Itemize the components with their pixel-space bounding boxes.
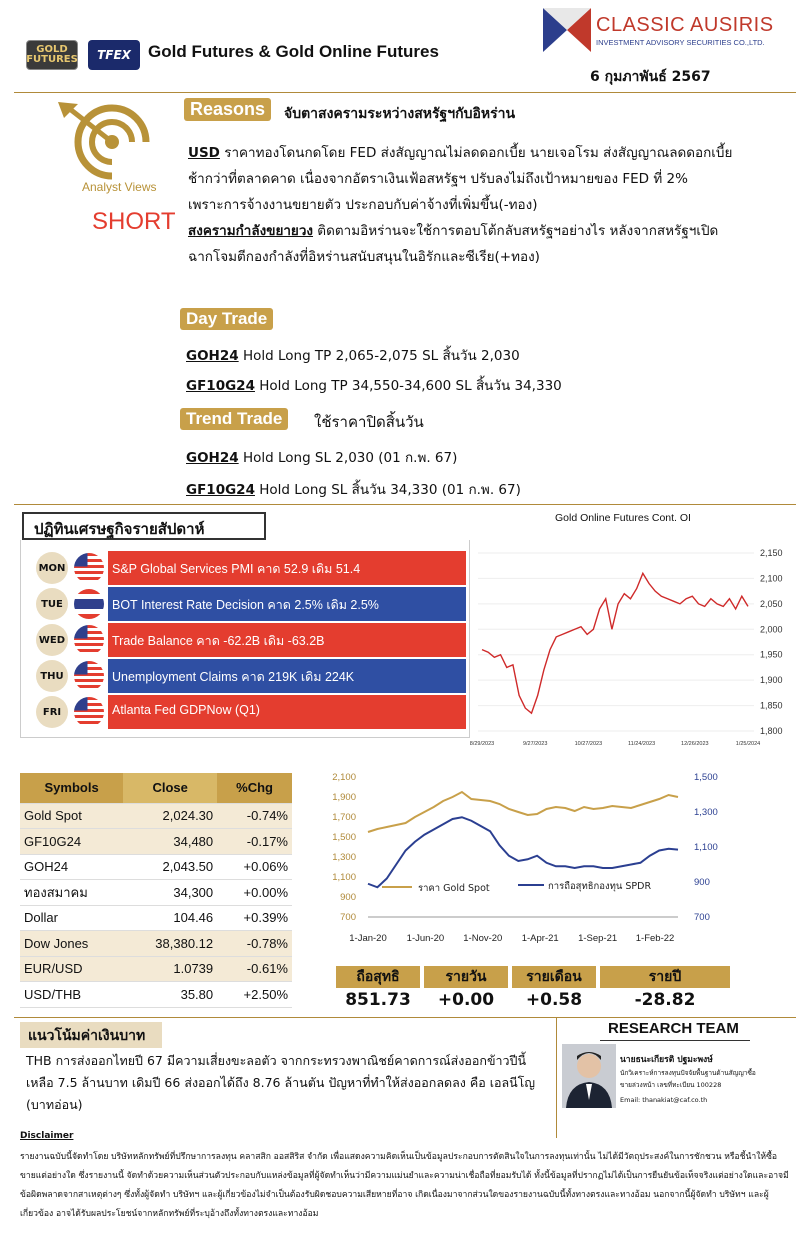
close-cell: 104.46 — [123, 905, 217, 931]
symbol-cell: GOH24 — [20, 854, 123, 880]
trend-trade-note: ใช้ราคาปิดสิ้นวัน — [314, 413, 424, 431]
disclaimer-title: Disclaimer — [20, 1131, 74, 1141]
symbol-cell: Dollar — [20, 905, 123, 931]
oi-x-tick: 10/27/2023 — [574, 741, 603, 747]
section-divider — [14, 504, 796, 505]
gold-futures-logo: GOLD FUTURES — [26, 40, 78, 70]
research-license: ขายล่วงหน้า เลขที่ทะเบียน 100228 — [620, 1081, 722, 1089]
symbol-cell: GF10G24 — [20, 829, 123, 855]
research-role: นักวิเคราะห์การลงทุนปัจจัยพื้นฐานด้านสัญญาซื้อ — [620, 1069, 756, 1077]
day-mon: MON — [36, 552, 68, 584]
us-flag-icon — [74, 625, 104, 655]
gold-y-tick: 1,300 — [332, 852, 356, 863]
research-title: RESEARCH TEAM — [608, 1020, 739, 1037]
spdr-x-tick: 1-Jun-20 — [406, 933, 445, 944]
day-wed: WED — [36, 624, 68, 656]
oi-line — [482, 573, 748, 713]
holding-yearly-value: -28.82 — [634, 990, 696, 1010]
oi-chart — [469, 545, 796, 750]
day-tue: TUE — [36, 588, 68, 620]
trend-trade-goh24: GOH24 Hold Long SL 2,030 (01 ก.พ. 67) — [186, 450, 458, 466]
page-title: Gold Futures & Gold Online Futures — [148, 42, 439, 61]
day-trade-tag: Day Trade — [180, 308, 273, 330]
table-row — [20, 803, 292, 829]
legend-spdr-label: การถือสุทธิกองทุน SPDR — [548, 881, 652, 892]
close-cell: 38,380.12 — [123, 931, 217, 957]
chg-cell: -0.61% — [217, 956, 292, 982]
holding-monthly-header: รายเดือน — [512, 966, 596, 988]
us-flag-icon — [74, 697, 104, 727]
trend-trade-gf10g24: GF10G24 Hold Long SL สิ้นวัน 34,330 (01 ก.พ. 67) — [186, 482, 521, 498]
us-flag-icon — [74, 661, 104, 691]
gold-y-tick: 700 — [340, 912, 356, 923]
oi-y-tick: 2,050 — [760, 598, 783, 609]
brand-logo-icon — [543, 8, 591, 52]
close-cell: 34,300 — [123, 880, 217, 906]
spdr-x-tick: 1-Apr-21 — [521, 933, 559, 944]
spdr-x-tick: 1-Nov-20 — [463, 933, 503, 944]
calendar-event-mon: S&P Global Services PMI คาด 52.9 เดิม 51.4 — [108, 551, 466, 585]
chg-cell: -0.74% — [217, 803, 292, 829]
oi-y-tick: 1,850 — [760, 700, 783, 711]
legend-gold-label: ราคา Gold Spot — [418, 883, 490, 894]
analyst-views-label: Analyst Views — [82, 180, 157, 194]
day-thu: THU — [36, 660, 68, 692]
reason-war-line2: ฉากโจมตีกองกำลังที่อิหร่านสนับสนุนในอิรักและซีเรีย(+ทอง) — [188, 249, 540, 265]
close-cell: 2,024.30 — [123, 803, 217, 829]
oi-x-tick: 9/27/2023 — [522, 741, 548, 747]
symbols-table — [20, 773, 292, 1008]
col-symbols: Symbols — [20, 773, 123, 803]
calendar-event-fri: Atlanta Fed GDPNow (Q1) — [108, 695, 466, 729]
close-cell: 34,480 — [123, 829, 217, 855]
reasons-headline: จับตาสงครามระหว่างสหรัฐฯกับอิหร่าน — [284, 106, 516, 122]
oi-chart-title: Gold Online Futures Cont. OI — [555, 512, 691, 524]
holding-net-header: ถือสุทธิ — [336, 966, 420, 988]
calendar-title: ปฏิทินเศรษฐกิจรายสัปดาห์ — [22, 512, 266, 540]
header-divider — [14, 92, 796, 93]
spdr-y-tick: 1,300 — [694, 807, 718, 818]
day-trade-gf10g24: GF10G24 Hold Long TP 34,550-34,600 SL สิ้นวัน 34,330 — [186, 378, 562, 394]
symbol-cell: USD/THB — [20, 982, 123, 1008]
brand-subtitle: INVESTMENT ADVISORY SECURITIES CO.,LTD. — [596, 38, 765, 47]
disclaimer-text: รายงานฉบับนี้จัดทำโดย บริษัทหลักทรัพย์ที่ปรึกษาการลงทุน คลาสสิก ออสสิริส จำกัด เพื่อแสดงความคิดเห็นเป็นข้อมูลประกอบการตัดสินใจในการลงทุนเท่านั้น ไม่ได้มีวัตถุประสงค์ในการชักชวน หรือชี้นำให้ซื้อขายแต่อย่างใด ซึ่งรายงานนี้ จัดทำด้วยความเห็นส่วนตัวประกอบกับแหล่งข้อมูลที่ผู้จัดทำเห็นว่ามีความแม่นยำและความน่าเชื่อถือที่ยอมรับได้ ทั้งนี้ข้อมูลที่ปรากฏไม่ได้เป็นการยืนยันข้อเท็จจริงแต่อย่างใดและอาจมีข้อผิดพลาดจากสาเหตุต่างๆ ซึ่งทั้งผู้จัดทำ บริษัทฯ และผู้เกี่ยวข้องไม่จำเป็นต้องรับผิดชอบความเสียหายที่อาจ เกิดเนื่องมาจากส่วนใดของรายงานฉบับนี้ทั้งทางตรงและทางอ้อม นอกจากนี้ผู้จัดทำ บริษัทฯ และผู้เกี่ยวข้อง อาจได้รับผลประโยชน์จากหลักทรัพย์ที่ระบุอ้างถึงทั้งทางตรงและทางอ้อม — [20, 1152, 789, 1219]
holding-net-value: 851.73 — [345, 990, 411, 1010]
close-cell: 2,043.50 — [123, 854, 217, 880]
brand-name: CLASSIC AUSIRIS — [596, 14, 774, 36]
chg-cell: +0.39% — [217, 905, 292, 931]
oi-x-tick: 8/29/2023 — [469, 741, 495, 747]
symbol-cell: ทองสมาคม — [20, 880, 123, 906]
gold-y-tick: 1,900 — [332, 792, 356, 803]
oi-y-tick: 2,000 — [760, 624, 783, 635]
calendar-event-wed: Trade Balance คาด -62.2B เดิม -63.2B — [108, 623, 466, 657]
analyst-avatar — [562, 1044, 616, 1108]
chg-cell: +0.06% — [217, 854, 292, 880]
oi-x-tick: 11/24/2023 — [628, 741, 656, 747]
table-row — [20, 854, 292, 880]
reason-usd-key: USD — [188, 145, 220, 161]
tfex-logo: TFEX — [88, 40, 140, 70]
gold-y-tick: 1,500 — [332, 832, 356, 843]
col-close: Close — [123, 773, 217, 803]
table-row — [20, 880, 292, 906]
symbol-cell: Dow Jones — [20, 931, 123, 957]
oi-y-tick: 1,900 — [760, 675, 783, 686]
reason-war-key: สงครามกำลังขยายวง — [188, 223, 314, 239]
table-row — [20, 905, 292, 931]
target-icon — [56, 100, 168, 182]
reason-usd-line3: เพราะการจ้างงานขยายตัว ประกอบกับค่าจ้างที่เพิ่มขึ้น(-ทอง) — [188, 197, 538, 213]
spdr-y-tick: 1,100 — [694, 842, 718, 853]
reason-usd-line2: ช้ากว่าที่ตลาดคาด เนื่องจากอัตราเงินเฟ้อสหรัฐฯ ปรับลงไม่ถึงเป้าหมายของ FED ที่ 2% — [188, 171, 688, 187]
table-row — [20, 982, 292, 1008]
spdr-x-tick: 1-Feb-22 — [635, 933, 675, 944]
spdr-x-tick: 1-Jan-20 — [349, 933, 387, 944]
day-trade-goh24: GOH24 Hold Long TP 2,065-2,075 SL สิ้นวัน 2,030 — [186, 348, 520, 364]
gold-y-tick: 900 — [340, 892, 356, 903]
spdr-y-tick: 1,500 — [694, 772, 718, 783]
gold-y-tick: 2,100 — [332, 772, 356, 783]
us-flag-icon — [74, 553, 104, 583]
analyst-view: SHORT — [92, 208, 176, 235]
research-name: นายธนะเกียรติ ปฐมะพงษ์ — [620, 1055, 713, 1065]
reason-usd — [188, 140, 800, 270]
oi-y-tick: 1,800 — [760, 726, 783, 736]
symbol-cell: Gold Spot — [20, 803, 123, 829]
oi-y-tick: 2,100 — [760, 573, 783, 584]
thb-tag: แนวโน้มค่าเงินบาท — [20, 1022, 162, 1048]
chg-cell: -0.78% — [217, 931, 292, 957]
close-cell: 1.0739 — [123, 956, 217, 982]
oi-y-tick: 2,150 — [760, 548, 783, 558]
chg-cell: -0.17% — [217, 829, 292, 855]
reasons-tag: Reasons — [184, 98, 271, 121]
gold-spot-line — [368, 792, 678, 832]
holding-yearly-header: รายปี — [600, 966, 730, 988]
reason-usd-line1: ราคาทองโดนกดโดย FED ส่งสัญญาณไม่ลดดอกเบี้ย นายเจอโรม ส่งสัญญาณลดดอกเบี้ย — [219, 145, 733, 161]
holding-daily-header: รายวัน — [424, 966, 508, 988]
holding-monthly-value: +0.58 — [525, 990, 583, 1010]
calendar-event-thu: Unemployment Claims คาด 219K เดิม 224K — [108, 659, 466, 693]
day-fri: FRI — [36, 696, 68, 728]
thb-text: THB การส่งออกไทยปี 67 มีความเสี่ยงขะลอตัว จากกระทรวงพาณิชย์คาดการณ์ส่งออกข้าวปีนี้ เหลือ 7.5 ล้านบาท เดิมปี 66 ส่งออกได้ถึง 8.76 ล้านตัน ปัญหาที่ทำให้ส่งออกลดลง คือ เอลนีโญ (บาทอ่อน) — [26, 1053, 536, 1112]
trend-trade-tag: Trend Trade — [180, 408, 288, 430]
gold-spdr-chart — [320, 765, 740, 945]
report-date: 6 กุมภาพันธ์ 2567 — [590, 69, 711, 85]
spdr-y-tick: 700 — [694, 912, 710, 923]
thailand-flag-icon — [74, 589, 104, 619]
symbol-cell: EUR/USD — [20, 956, 123, 982]
oi-x-tick: 12/26/2023 — [681, 741, 709, 747]
research-underline — [600, 1040, 750, 1041]
col-chg: %Chg — [217, 773, 292, 803]
research-email: Email: thanakiat@caf.co.th — [620, 1096, 708, 1104]
oi-y-tick: 1,950 — [760, 649, 783, 660]
spdr-y-tick: 900 — [694, 877, 710, 888]
close-cell: 35.80 — [123, 982, 217, 1008]
table-row — [20, 956, 292, 982]
oi-x-tick: 1/25/2024 — [735, 741, 761, 747]
chg-cell: +2.50% — [217, 982, 292, 1008]
reason-war-line1: ติดตามอิหร่านจะใช้การตอบโต้กลับสหรัฐฯอย่างไร หลังจากสหรัฐฯเปิด — [313, 223, 719, 239]
spdr-holding-line — [368, 817, 678, 887]
gold-y-tick: 1,700 — [332, 812, 356, 823]
calendar-event-tue: BOT Interest Rate Decision คาด 2.5% เดิม 2.5% — [108, 587, 466, 621]
chg-cell: +0.00% — [217, 880, 292, 906]
spdr-x-tick: 1-Sep-21 — [578, 933, 618, 944]
table-row — [20, 931, 292, 957]
table-row — [20, 829, 292, 855]
holding-daily-value: +0.00 — [437, 990, 495, 1010]
gold-y-tick: 1,100 — [332, 872, 356, 883]
